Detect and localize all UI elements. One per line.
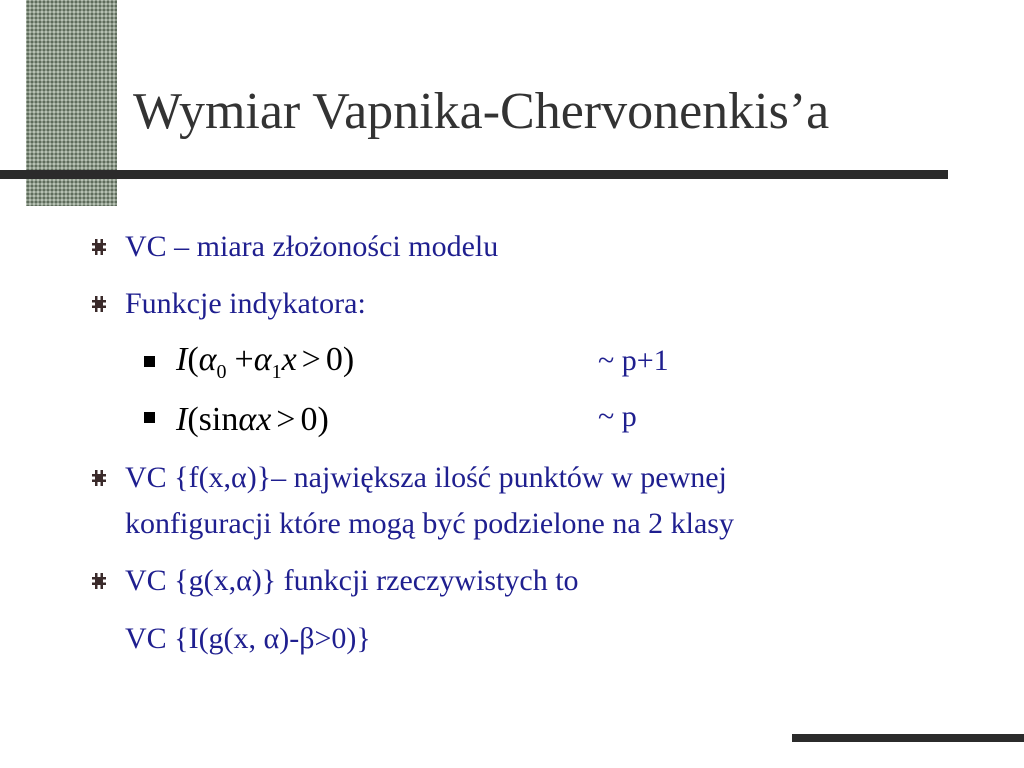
vc-complexity-label: ~ p+1 [598, 344, 669, 377]
formula-symbol: x [256, 401, 272, 438]
formula-symbol: I [176, 401, 188, 438]
indicator-formula-linear [176, 341, 355, 383]
formula-symbol: I [176, 341, 188, 378]
formula-symbol: ) [342, 341, 355, 378]
formula-symbol: > [301, 341, 321, 378]
square-bullet-icon [144, 356, 155, 367]
formula-symbol: α [238, 401, 257, 438]
slide-title: Wymiar Vapnika-Chervonenkis’a [133, 83, 830, 140]
bullet-text: VC {g(x,α)} funkcji rzeczywistych to [125, 564, 579, 597]
bullet-text-continued: VC {I(g(x, α)-β>0)} [125, 622, 371, 655]
formula-symbol: ) [317, 401, 329, 438]
formula-symbol: α [253, 341, 272, 378]
hash-bullet-icon [92, 573, 106, 589]
indicator-formula-sin [176, 403, 329, 437]
bullet-text: VC – miara złożoności modelu [125, 230, 499, 263]
title-divider [0, 170, 948, 179]
formula-symbol: 0 [300, 401, 318, 438]
hash-bullet-icon [92, 239, 106, 255]
formula-symbol: x [281, 341, 297, 378]
bullet-text: Funkcje indykatora: [125, 287, 366, 320]
formula-symbol: α [198, 341, 217, 378]
hash-bullet-icon [92, 470, 106, 486]
formula-symbol: sin [198, 401, 239, 438]
formula-symbol: + [234, 341, 254, 378]
formula-symbol: 0 [216, 361, 227, 383]
formula-symbol: ( [187, 341, 199, 378]
square-bullet-icon [144, 412, 155, 423]
formula-symbol: 1 [271, 361, 282, 383]
bullet-text-continued: konfiguracji które mogą być podzielone na 2 klasy [125, 507, 734, 540]
footer-divider [792, 734, 1024, 742]
vc-complexity-label: ~ p [598, 400, 637, 433]
formula-symbol: 0 [325, 341, 343, 378]
bullet-text: VC {f(x,α)}– największa ilość punktów w pewnej [125, 461, 727, 494]
formula-symbol: > [276, 401, 296, 438]
formula-symbol: ( [187, 401, 199, 438]
hash-bullet-icon [92, 296, 106, 312]
